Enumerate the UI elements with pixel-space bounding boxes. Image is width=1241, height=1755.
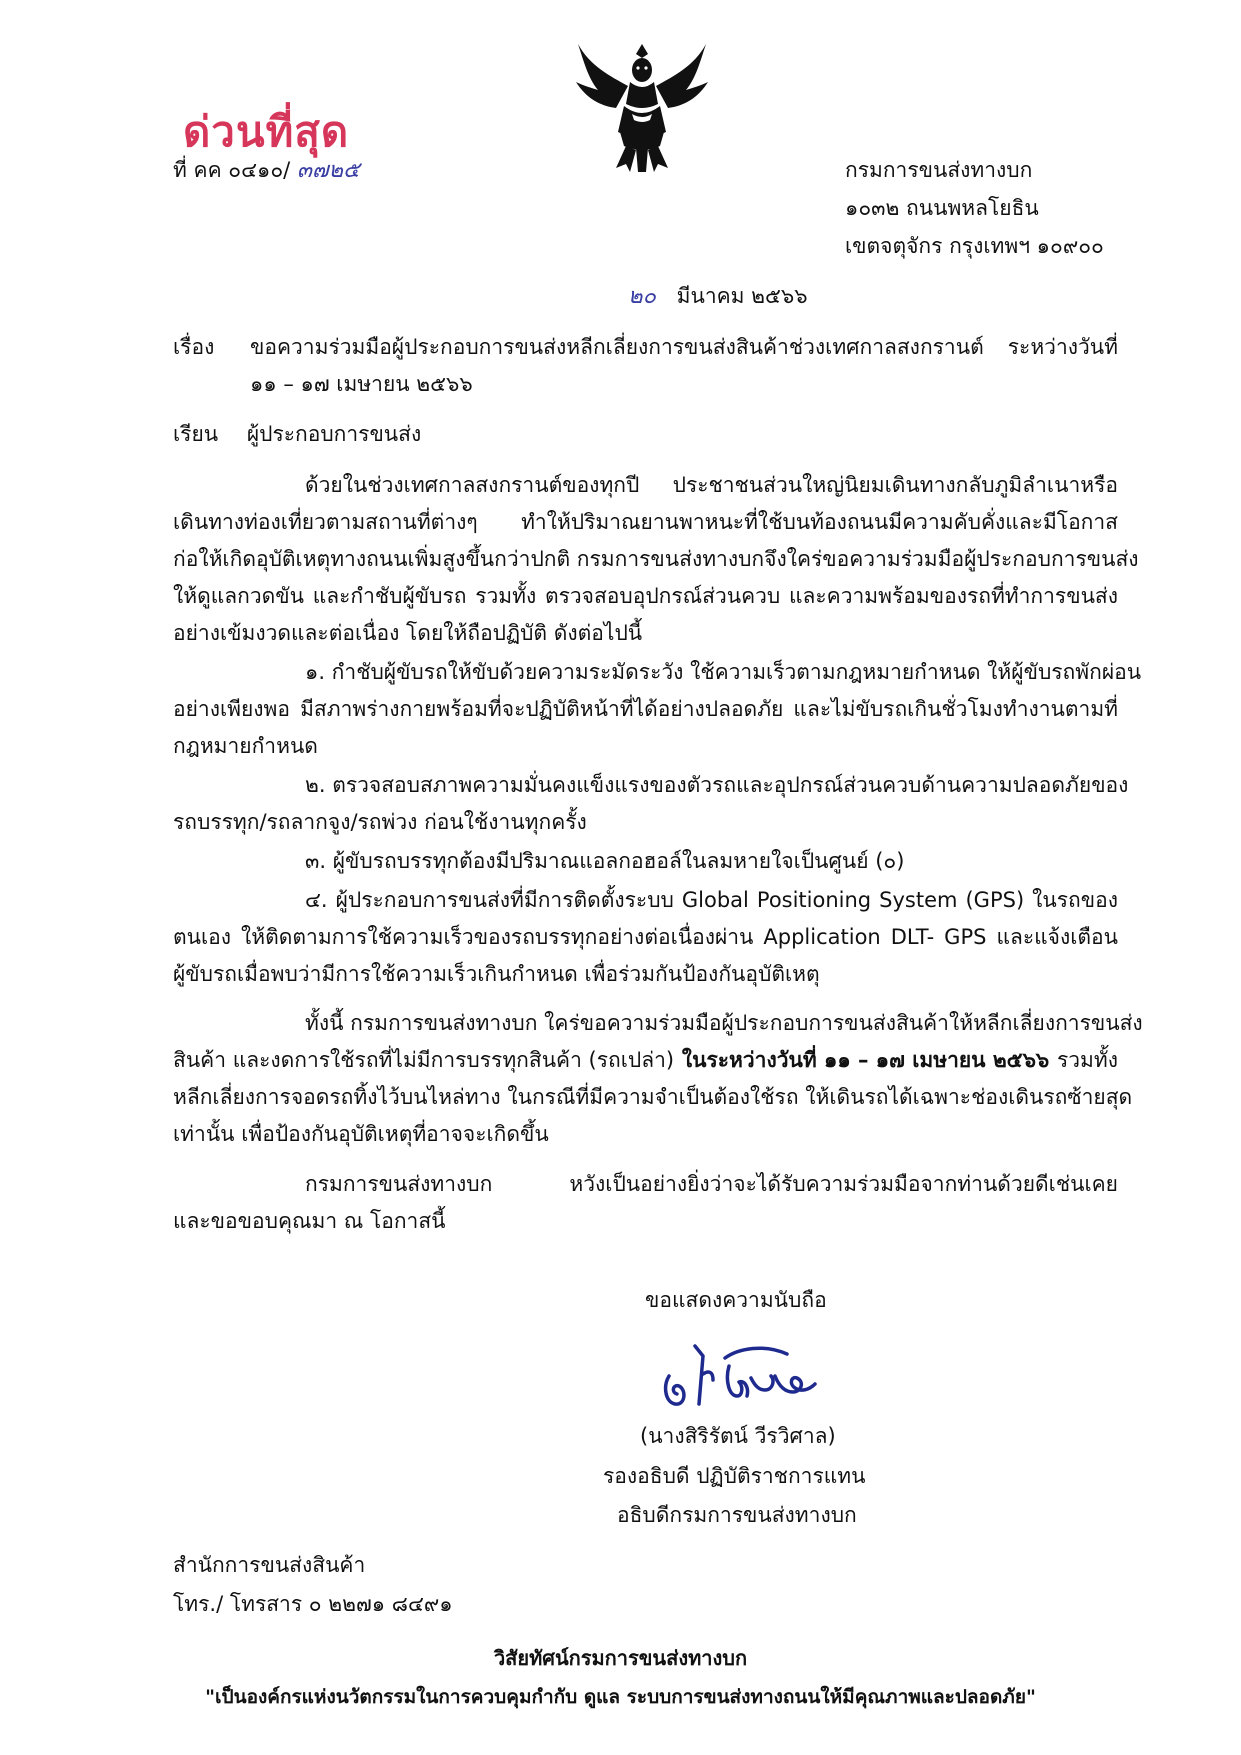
signer-name: (นางสิริรัตน์ วีรวิศาล) (640, 1424, 836, 1448)
item-2-line: ๒. ตรวจสอบสภาพความมั่นคงแข็งแรงของตัวรถและอุปกรณ์ส่วนควบด้านความปลอดภัยของ (305, 773, 1129, 797)
date-day-handwritten: ๒๐ (628, 284, 656, 309)
item-4-line: ๔. ผู้ประกอบการขนส่งที่มีการติดตั้งระบบ Global Positioning System (GPS) ในรถของ (305, 888, 1118, 912)
item-4-line: ตนเอง ให้ติดตามการใช้ความเร็วของรถบรรทุกอย่างต่อเนื่องผ่าน Application DLT- GPS และแจ้งเตือน (173, 925, 1118, 949)
document-date (628, 278, 808, 315)
paragraph-1-line: ด้วยในช่วงเทศกาลสงกรานต์ของทุกปี ประชาชนส่วนใหญ่นิยมเดินทางกลับภูมิลำเนาหรือ (305, 473, 1118, 497)
signer-title-1: รองอธิบดี ปฏิบัติราชการแทน (603, 1464, 866, 1488)
paragraph-1-line: ก่อให้เกิดอุบัติเหตุทางถนนเพิ่มสูงขึ้นกว่าปกติ กรมการขนส่งทางบกจึงใคร่ขอความร่วมมือผู้ประกอบการขนส่ง (173, 547, 1139, 571)
salutation-label: เรียน (173, 422, 219, 446)
item-1-line: ๑. กำชับผู้ขับรถให้ขับด้วยความระมัดระวัง ใช้ความเร็วตามกฎหมายกำหนด ให้ผู้ขับรถพักผ่อน (305, 660, 1142, 684)
agency-name: กรมการขนส่งทางบก (845, 158, 1033, 182)
item-4-line: ผู้ขับรถเมื่อพบว่ามีการใช้ความเร็วเกินกำหนด เพื่อร่วมกันป้องกันอุบัติเหตุ (173, 962, 820, 986)
paragraph-2-text: รวมทั้ง (1056, 1048, 1118, 1072)
item-1-line: กฎหมายกำหนด (173, 734, 318, 758)
paragraph-2-emphasis: ในระหว่างวันที่ ๑๑ – ๑๗ เมษายน ๒๕๖๖ (681, 1048, 1050, 1072)
footer-office: สำนักการขนส่งสินค้า (173, 1553, 366, 1577)
paragraph-3-line: และขอขอบคุณมา ณ โอกาสนี้ (173, 1209, 446, 1233)
item-1-line: อย่างเพียงพอ มีสภาพร่างกายพร้อมที่จะปฏิบัติหน้าที่ได้อย่างปลอดภัย และไม่ขับรถเกินชั่วโมงทำงานตามที่ (173, 697, 1118, 721)
salutation (173, 416, 421, 453)
paragraph-2-line: หลีกเลี่ยงการจอดรถทิ้งไว้บนไหล่ทาง ในกรณีที่มีความจำเป็นต้องใช้รถ ให้เดินรถได้เฉพาะช่องเดินรถซ้ายสุด (173, 1085, 1133, 1109)
subject-label: เรื่อง (173, 335, 215, 359)
salutation-recipient: ผู้ประกอบการขนส่ง (246, 422, 422, 446)
footer-phone: โทร./ โทรสาร ๐ ๒๒๗๑ ๘๔๙๑ (173, 1592, 453, 1616)
signature-icon (655, 1338, 835, 1416)
document-number (173, 152, 360, 189)
urgency-stamp: ด่วนที่สุด (183, 107, 350, 156)
signer-title-2: อธิบดีกรมการขนส่งทางบก (617, 1503, 857, 1527)
paragraph-3-line: กรมการขนส่งทางบก หวังเป็นอย่างยิ่งว่าจะได้รับความร่วมมือจากท่านด้วยดีเช่นเคย (305, 1172, 1118, 1196)
garuda-emblem-icon (570, 36, 714, 176)
paragraph-2-line: เท่านั้น เพื่อป้องกันอุบัติเหตุที่อาจจะเกิดขึ้น (173, 1122, 549, 1146)
agency-address-line1: ๑๐๓๒ ถนนพหลโยธิน (845, 196, 1039, 220)
vision-title: วิสัยทัศน์กรมการขนส่งทางบก (493, 1646, 748, 1670)
paragraph-1-line: ให้ดูแลกวดขัน และกำชับผู้ขับรถ รวมทั้ง ตรวจสอบอุปกรณ์ส่วนควบ และความพร้อมของรถที่ทำการขนส่ง (173, 584, 1118, 608)
paragraph-1-line: อย่างเข้มงวดและต่อเนื่อง โดยให้ถือปฏิบัติ ดังต่อไปนี้ (173, 621, 643, 645)
paragraph-2-text: สินค้า และงดการใช้รถที่ไม่มีการบรรทุกสินค้า (รถเปล่า) (173, 1048, 675, 1072)
document-number-prefix: ที่ คค ๐๔๑๐/ (173, 158, 291, 182)
subject-line1: ขอความร่วมมือผู้ประกอบการขนส่งหลีกเลี่ยงการขนส่งสินค้าช่วงเทศกาลสงกรานต์ ระหว่างวันที่ (250, 335, 1118, 359)
agency-address-line2: เขตจตุจักร กรุงเทพฯ ๑๐๙๐๐ (845, 234, 1104, 258)
item-2-line: รถบรรทุก/รถลากจูง/รถพ่วง ก่อนใช้งานทุกครั้ง (173, 810, 587, 834)
paragraph-2-line: ทั้งนี้ กรมการขนส่งทางบก ใคร่ขอความร่วมมือผู้ประกอบการขนส่งสินค้าให้หลีกเลี่ยงการขนส่ง (305, 1011, 1143, 1035)
subject-line2: ๑๑ – ๑๗ เมษายน ๒๕๖๖ (250, 372, 473, 396)
item-3-line: ๓. ผู้ขับรถบรรทุกต้องมีปริมาณแอลกอฮอล์ในลมหายใจเป็นศูนย์ (๐) (305, 849, 905, 873)
vision-statement: "เป็นองค์กรแห่งนวัตกรรมในการควบคุมกำกับ ดูแล ระบบการขนส่งทางถนนให้มีคุณภาพและปลอดภัย" (205, 1686, 1036, 1708)
document-number-handwritten: ๓๗๒๕ (296, 158, 360, 183)
date-month-year: มีนาคม ๒๕๖๖ (676, 284, 808, 308)
paragraph-2-line (173, 1042, 1118, 1079)
closing-regards: ขอแสดงความนับถือ (645, 1288, 827, 1312)
paragraph-1-line: เดินทางท่องเที่ยวตามสถานที่ต่างๆ ทำให้ปริมาณยานพาหนะที่ใช้บนท้องถนนมีความคับคั่งและมีโอกาส (173, 510, 1118, 534)
